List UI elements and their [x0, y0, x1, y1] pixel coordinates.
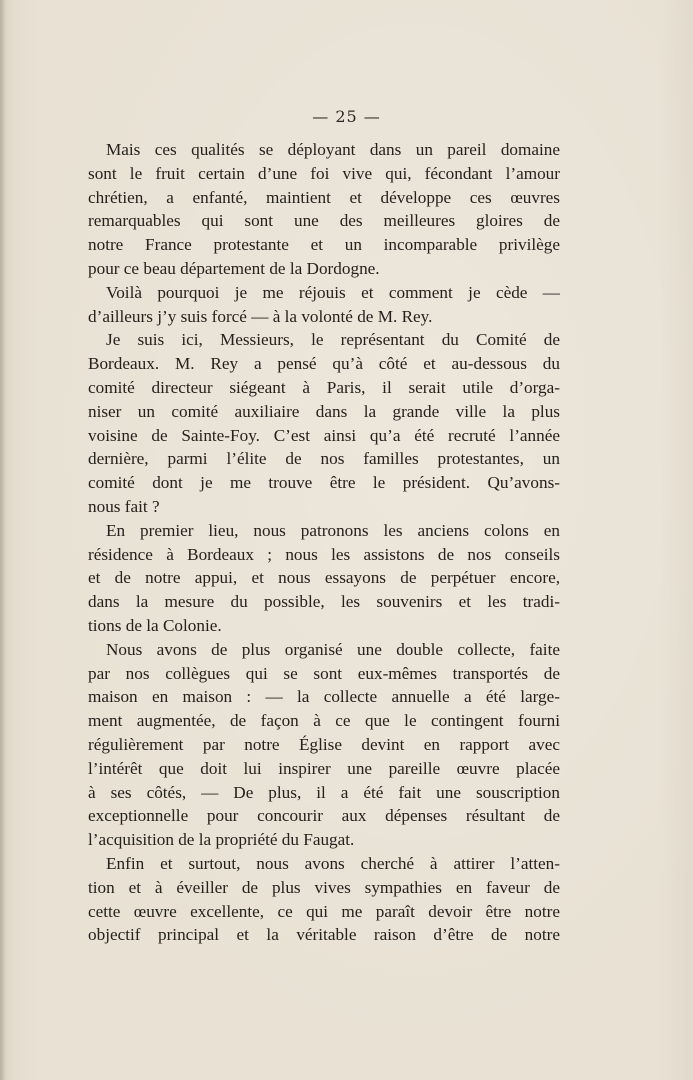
text-line: Bordeaux. M. Rey a pensé qu’à côté et au-dessous du — [88, 354, 560, 374]
text-line: d’ailleurs j’y suis forcé — à la volonté de M. Rey. — [88, 306, 433, 326]
text-line: voisine de Sainte-Foy. C’est ainsi qu’a été recruté l’année — [88, 425, 560, 445]
text-line: comité dont je me trouve être le président. Qu’avons- — [88, 473, 560, 493]
body-text — [88, 138, 560, 947]
text-line: Mais ces qualités se déployant dans un pareil domaine — [106, 140, 560, 159]
text-line: Voilà pourquoi je me réjouis et comment je cède — — [106, 282, 560, 302]
text-line: remarquables qui sont une des meilleures gloires de — [88, 211, 560, 231]
text-line: niser un comité auxiliaire dans la grande ville la plus — [88, 401, 560, 421]
text-line: ment augmentée, de façon à ce que le contingent fourni — [88, 711, 560, 731]
text-line: Nous avons de plus organisé une double collecte, faite — [106, 639, 560, 659]
text-line: tion et à éveiller de plus vives sympathies en faveur de — [88, 877, 560, 897]
text-line: l’acquisition de la propriété du Faugat. — [88, 830, 355, 850]
text-line: comité directeur siégeant à Paris, il serait utile d’orga- — [88, 377, 560, 397]
text-line: régulièrement par notre Église devint en rapport avec — [88, 734, 560, 754]
text-line: tions de la Colonie. — [88, 615, 222, 635]
page-number: — 25 — — [312, 107, 381, 126]
text-line: l’intérêt que doit lui inspirer une pareille œuvre placée — [88, 758, 560, 778]
text-line: chrétien, a enfanté, maintient et développe ces œuvres — [88, 187, 560, 207]
text-line: par nos collègues qui se sont eux-mêmes transportés de — [88, 663, 560, 683]
text-line: maison en maison : — la collecte annuelle a été large- — [88, 687, 560, 707]
text-line: à ses côtés, — De plus, il a été fait une souscription — [88, 782, 560, 802]
text-line: cette œuvre excellente, ce qui me paraît devoir être notre — [88, 901, 560, 921]
page-edge-shadow — [0, 0, 6, 1080]
text-line: sont le fruit certain d’une foi vive qui, fécondant l’amour — [88, 163, 560, 183]
text-line: Enfin et surtout, nous avons cherché à attirer l’atten- — [106, 853, 560, 873]
text-line: objectif principal et la véritable raison d’être de notre — [88, 925, 560, 945]
text-line: Je suis ici, Messieurs, le représentant du Comité de — [106, 330, 560, 350]
text-line: dans la mesure du possible, les souvenirs et les tradi- — [88, 592, 560, 612]
text-line: nous fait ? — [88, 496, 160, 516]
text-line: résidence à Bordeaux ; nous les assistons de nos conseils — [88, 544, 560, 564]
text-line: pour ce beau département de la Dordogne. — [88, 258, 380, 278]
text-line: dernière, parmi l’élite de nos familles protestantes, un — [88, 449, 560, 469]
text-line: exceptionnelle pour concourir aux dépenses résultant de — [88, 806, 560, 826]
text-line: En premier lieu, nous patronons les anciens colons en — [106, 520, 560, 540]
text-line: notre France protestante et un incomparable privilège — [88, 235, 560, 255]
text-line: et de notre appui, et nous essayons de perpétuer encore, — [88, 568, 560, 588]
